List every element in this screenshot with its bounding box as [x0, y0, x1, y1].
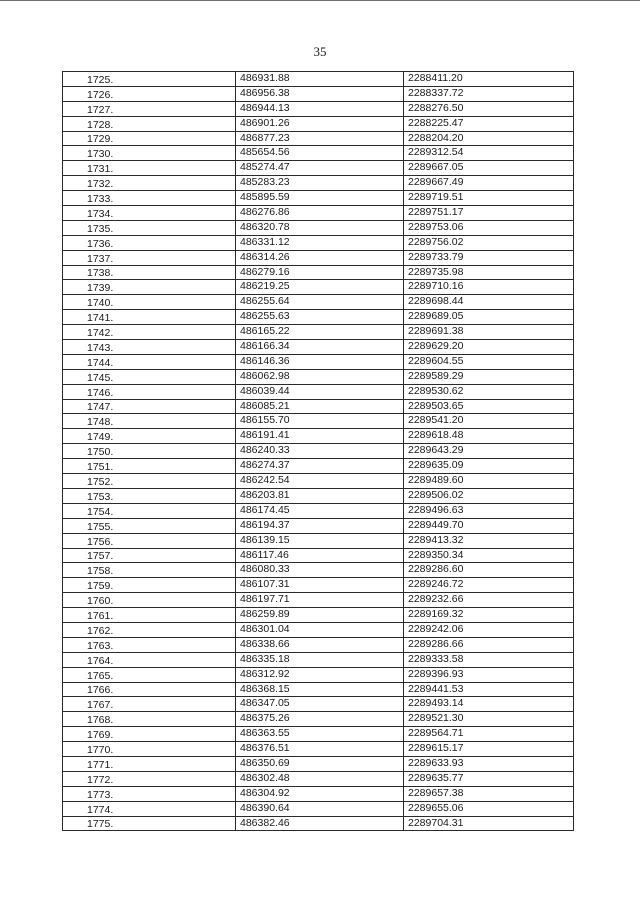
table-row [63, 652, 574, 667]
point-number-cell: 1745. [63, 369, 236, 384]
table-row [63, 503, 574, 518]
x-coordinate-cell: 486375.26 [236, 712, 404, 727]
x-coordinate-cell: 486347.05 [236, 697, 404, 712]
point-number-cell: 1756. [63, 533, 236, 548]
table-row [63, 563, 574, 578]
x-coordinate-cell: 486279.16 [236, 265, 404, 280]
point-number-cell: 1770. [63, 742, 236, 757]
x-coordinate-cell: 486242.54 [236, 474, 404, 489]
y-coordinate-cell: 2289521.30 [404, 712, 574, 727]
point-number-cell: 1772. [63, 771, 236, 786]
table-row [63, 325, 574, 340]
y-coordinate-cell: 2289589.29 [404, 369, 574, 384]
y-coordinate-cell: 2289756.02 [404, 235, 574, 250]
y-coordinate-cell: 2289396.93 [404, 667, 574, 682]
point-number-cell: 1760. [63, 593, 236, 608]
point-number-cell: 1730. [63, 146, 236, 161]
table-row [63, 72, 574, 87]
x-coordinate-cell: 486931.88 [236, 72, 404, 87]
table-row [63, 608, 574, 623]
y-coordinate-cell: 2289489.60 [404, 474, 574, 489]
x-coordinate-cell: 486901.26 [236, 116, 404, 131]
x-coordinate-cell: 485283.23 [236, 176, 404, 191]
table-row [63, 533, 574, 548]
point-number-cell: 1749. [63, 429, 236, 444]
x-coordinate-cell: 486197.71 [236, 593, 404, 608]
x-coordinate-cell: 486255.63 [236, 310, 404, 325]
y-coordinate-cell: 2289286.66 [404, 637, 574, 652]
x-coordinate-cell: 486203.81 [236, 488, 404, 503]
table-row [63, 548, 574, 563]
table-row [63, 399, 574, 414]
table-row [63, 146, 574, 161]
x-coordinate-cell: 486166.34 [236, 340, 404, 355]
x-coordinate-cell: 486301.04 [236, 622, 404, 637]
x-coordinate-cell: 486191.41 [236, 429, 404, 444]
x-coordinate-cell: 486368.15 [236, 682, 404, 697]
y-coordinate-cell: 2289242.06 [404, 622, 574, 637]
x-coordinate-cell: 486312.92 [236, 667, 404, 682]
y-coordinate-cell: 2289232.66 [404, 593, 574, 608]
table-row [63, 444, 574, 459]
y-coordinate-cell: 2289503.65 [404, 399, 574, 414]
point-number-cell: 1751. [63, 459, 236, 474]
point-number-cell: 1759. [63, 578, 236, 593]
table-row [63, 250, 574, 265]
point-number-cell: 1748. [63, 414, 236, 429]
y-coordinate-cell: 2289333.58 [404, 652, 574, 667]
point-number-cell: 1757. [63, 548, 236, 563]
y-coordinate-cell: 2289506.02 [404, 488, 574, 503]
y-coordinate-cell: 2289689.05 [404, 310, 574, 325]
table-row [63, 518, 574, 533]
y-coordinate-cell: 2289719.51 [404, 191, 574, 206]
point-number-cell: 1727. [63, 101, 236, 116]
point-number-cell: 1733. [63, 191, 236, 206]
point-number-cell: 1771. [63, 756, 236, 771]
y-coordinate-cell: 2289615.17 [404, 742, 574, 757]
table-row [63, 161, 574, 176]
x-coordinate-cell: 486194.37 [236, 518, 404, 533]
y-coordinate-cell: 2289286.60 [404, 563, 574, 578]
point-number-cell: 1754. [63, 503, 236, 518]
y-coordinate-cell: 2288225.47 [404, 116, 574, 131]
point-number-cell: 1761. [63, 608, 236, 623]
y-coordinate-cell: 2289350.34 [404, 548, 574, 563]
table-row [63, 101, 574, 116]
x-coordinate-cell: 486944.13 [236, 101, 404, 116]
y-coordinate-cell: 2289704.31 [404, 816, 574, 831]
y-coordinate-cell: 2289633.93 [404, 756, 574, 771]
top-rule [0, 0, 640, 1]
table-row [63, 220, 574, 235]
table-row [63, 191, 574, 206]
point-number-cell: 1766. [63, 682, 236, 697]
y-coordinate-cell: 2289691.38 [404, 325, 574, 340]
point-number-cell: 1734. [63, 206, 236, 221]
coordinates-table-body [63, 72, 574, 831]
table-row [63, 310, 574, 325]
y-coordinate-cell: 2289541.20 [404, 414, 574, 429]
x-coordinate-cell: 486276.86 [236, 206, 404, 221]
x-coordinate-cell: 486080.33 [236, 563, 404, 578]
point-number-cell: 1744. [63, 354, 236, 369]
x-coordinate-cell: 485654.56 [236, 146, 404, 161]
x-coordinate-cell: 486155.70 [236, 414, 404, 429]
x-coordinate-cell: 486956.38 [236, 86, 404, 101]
table-row [63, 488, 574, 503]
x-coordinate-cell: 486107.31 [236, 578, 404, 593]
y-coordinate-cell: 2289629.20 [404, 340, 574, 355]
y-coordinate-cell: 2289618.48 [404, 429, 574, 444]
x-coordinate-cell: 486146.36 [236, 354, 404, 369]
y-coordinate-cell: 2289635.09 [404, 459, 574, 474]
point-number-cell: 1774. [63, 801, 236, 816]
table-row [63, 265, 574, 280]
table-row [63, 340, 574, 355]
table-row [63, 578, 574, 593]
x-coordinate-cell: 486304.92 [236, 786, 404, 801]
table-row [63, 637, 574, 652]
table-row [63, 86, 574, 101]
point-number-cell: 1739. [63, 280, 236, 295]
point-number-cell: 1726. [63, 86, 236, 101]
y-coordinate-cell: 2289735.98 [404, 265, 574, 280]
y-coordinate-cell: 2289643.29 [404, 444, 574, 459]
table-row [63, 131, 574, 146]
y-coordinate-cell: 2288204.20 [404, 131, 574, 146]
x-coordinate-cell: 486350.69 [236, 756, 404, 771]
x-coordinate-cell: 486331.12 [236, 235, 404, 250]
table-row [63, 593, 574, 608]
point-number-cell: 1775. [63, 816, 236, 831]
table-row [63, 369, 574, 384]
x-coordinate-cell: 486165.22 [236, 325, 404, 340]
x-coordinate-cell: 486255.64 [236, 295, 404, 310]
table-row [63, 682, 574, 697]
x-coordinate-cell: 486039.44 [236, 384, 404, 399]
y-coordinate-cell: 2289169.32 [404, 608, 574, 623]
x-coordinate-cell: 486390.64 [236, 801, 404, 816]
y-coordinate-cell: 2289246.72 [404, 578, 574, 593]
x-coordinate-cell: 486335.18 [236, 652, 404, 667]
x-coordinate-cell: 486320.78 [236, 220, 404, 235]
table-row [63, 816, 574, 831]
x-coordinate-cell: 486219.25 [236, 280, 404, 295]
x-coordinate-cell: 486240.33 [236, 444, 404, 459]
y-coordinate-cell: 2289564.71 [404, 727, 574, 742]
point-number-cell: 1725. [63, 72, 236, 87]
point-number-cell: 1768. [63, 712, 236, 727]
point-number-cell: 1765. [63, 667, 236, 682]
y-coordinate-cell: 2289733.79 [404, 250, 574, 265]
point-number-cell: 1735. [63, 220, 236, 235]
y-coordinate-cell: 2288411.20 [404, 72, 574, 87]
y-coordinate-cell: 2289604.55 [404, 354, 574, 369]
y-coordinate-cell: 2289413.32 [404, 533, 574, 548]
point-number-cell: 1728. [63, 116, 236, 131]
table-row [63, 354, 574, 369]
point-number-cell: 1737. [63, 250, 236, 265]
y-coordinate-cell: 2289530.62 [404, 384, 574, 399]
table-row [63, 756, 574, 771]
y-coordinate-cell: 2289751.17 [404, 206, 574, 221]
y-coordinate-cell: 2289655.06 [404, 801, 574, 816]
table-row [63, 280, 574, 295]
point-number-cell: 1747. [63, 399, 236, 414]
table-row [63, 712, 574, 727]
x-coordinate-cell: 486877.23 [236, 131, 404, 146]
x-coordinate-cell: 486302.48 [236, 771, 404, 786]
y-coordinate-cell: 2289667.49 [404, 176, 574, 191]
table-row [63, 176, 574, 191]
point-number-cell: 1746. [63, 384, 236, 399]
table-row [63, 384, 574, 399]
point-number-cell: 1740. [63, 295, 236, 310]
point-number-cell: 1741. [63, 310, 236, 325]
point-number-cell: 1764. [63, 652, 236, 667]
point-number-cell: 1738. [63, 265, 236, 280]
y-coordinate-cell: 2289753.06 [404, 220, 574, 235]
table-row [63, 414, 574, 429]
x-coordinate-cell: 486259.89 [236, 608, 404, 623]
point-number-cell: 1731. [63, 161, 236, 176]
x-coordinate-cell: 485274.47 [236, 161, 404, 176]
point-number-cell: 1732. [63, 176, 236, 191]
y-coordinate-cell: 2289698.44 [404, 295, 574, 310]
point-number-cell: 1752. [63, 474, 236, 489]
table-row [63, 206, 574, 221]
table-row [63, 474, 574, 489]
point-number-cell: 1743. [63, 340, 236, 355]
point-number-cell: 1767. [63, 697, 236, 712]
x-coordinate-cell: 486062.98 [236, 369, 404, 384]
table-row [63, 667, 574, 682]
point-number-cell: 1763. [63, 637, 236, 652]
x-coordinate-cell: 486117.46 [236, 548, 404, 563]
y-coordinate-cell: 2289496.63 [404, 503, 574, 518]
table-row [63, 727, 574, 742]
coordinates-table [62, 71, 574, 831]
table-row [63, 459, 574, 474]
point-number-cell: 1729. [63, 131, 236, 146]
point-number-cell: 1755. [63, 518, 236, 533]
point-number-cell: 1773. [63, 786, 236, 801]
point-number-cell: 1742. [63, 325, 236, 340]
x-coordinate-cell: 486338.66 [236, 637, 404, 652]
x-coordinate-cell: 486376.51 [236, 742, 404, 757]
point-number-cell: 1769. [63, 727, 236, 742]
y-coordinate-cell: 2289710.16 [404, 280, 574, 295]
table-row [63, 116, 574, 131]
x-coordinate-cell: 486382.46 [236, 816, 404, 831]
x-coordinate-cell: 486174.45 [236, 503, 404, 518]
x-coordinate-cell: 486274.37 [236, 459, 404, 474]
page-number: 35 [313, 44, 327, 59]
x-coordinate-cell: 485895.59 [236, 191, 404, 206]
y-coordinate-cell: 2288276.50 [404, 101, 574, 116]
table-row [63, 697, 574, 712]
table-row [63, 295, 574, 310]
table-row [63, 801, 574, 816]
x-coordinate-cell: 486314.26 [236, 250, 404, 265]
point-number-cell: 1750. [63, 444, 236, 459]
y-coordinate-cell: 2289657.38 [404, 786, 574, 801]
point-number-cell: 1762. [63, 622, 236, 637]
y-coordinate-cell: 2289667.05 [404, 161, 574, 176]
point-number-cell: 1753. [63, 488, 236, 503]
table-row [63, 235, 574, 250]
x-coordinate-cell: 486139.15 [236, 533, 404, 548]
table-row [63, 786, 574, 801]
y-coordinate-cell: 2289312.54 [404, 146, 574, 161]
y-coordinate-cell: 2289441.53 [404, 682, 574, 697]
table-row [63, 742, 574, 757]
table-row [63, 622, 574, 637]
y-coordinate-cell: 2289449.70 [404, 518, 574, 533]
y-coordinate-cell: 2289493.14 [404, 697, 574, 712]
x-coordinate-cell: 486363.55 [236, 727, 404, 742]
table-row [63, 771, 574, 786]
point-number-cell: 1758. [63, 563, 236, 578]
x-coordinate-cell: 486085.21 [236, 399, 404, 414]
y-coordinate-cell: 2288337.72 [404, 86, 574, 101]
table-row [63, 429, 574, 444]
point-number-cell: 1736. [63, 235, 236, 250]
y-coordinate-cell: 2289635.77 [404, 771, 574, 786]
